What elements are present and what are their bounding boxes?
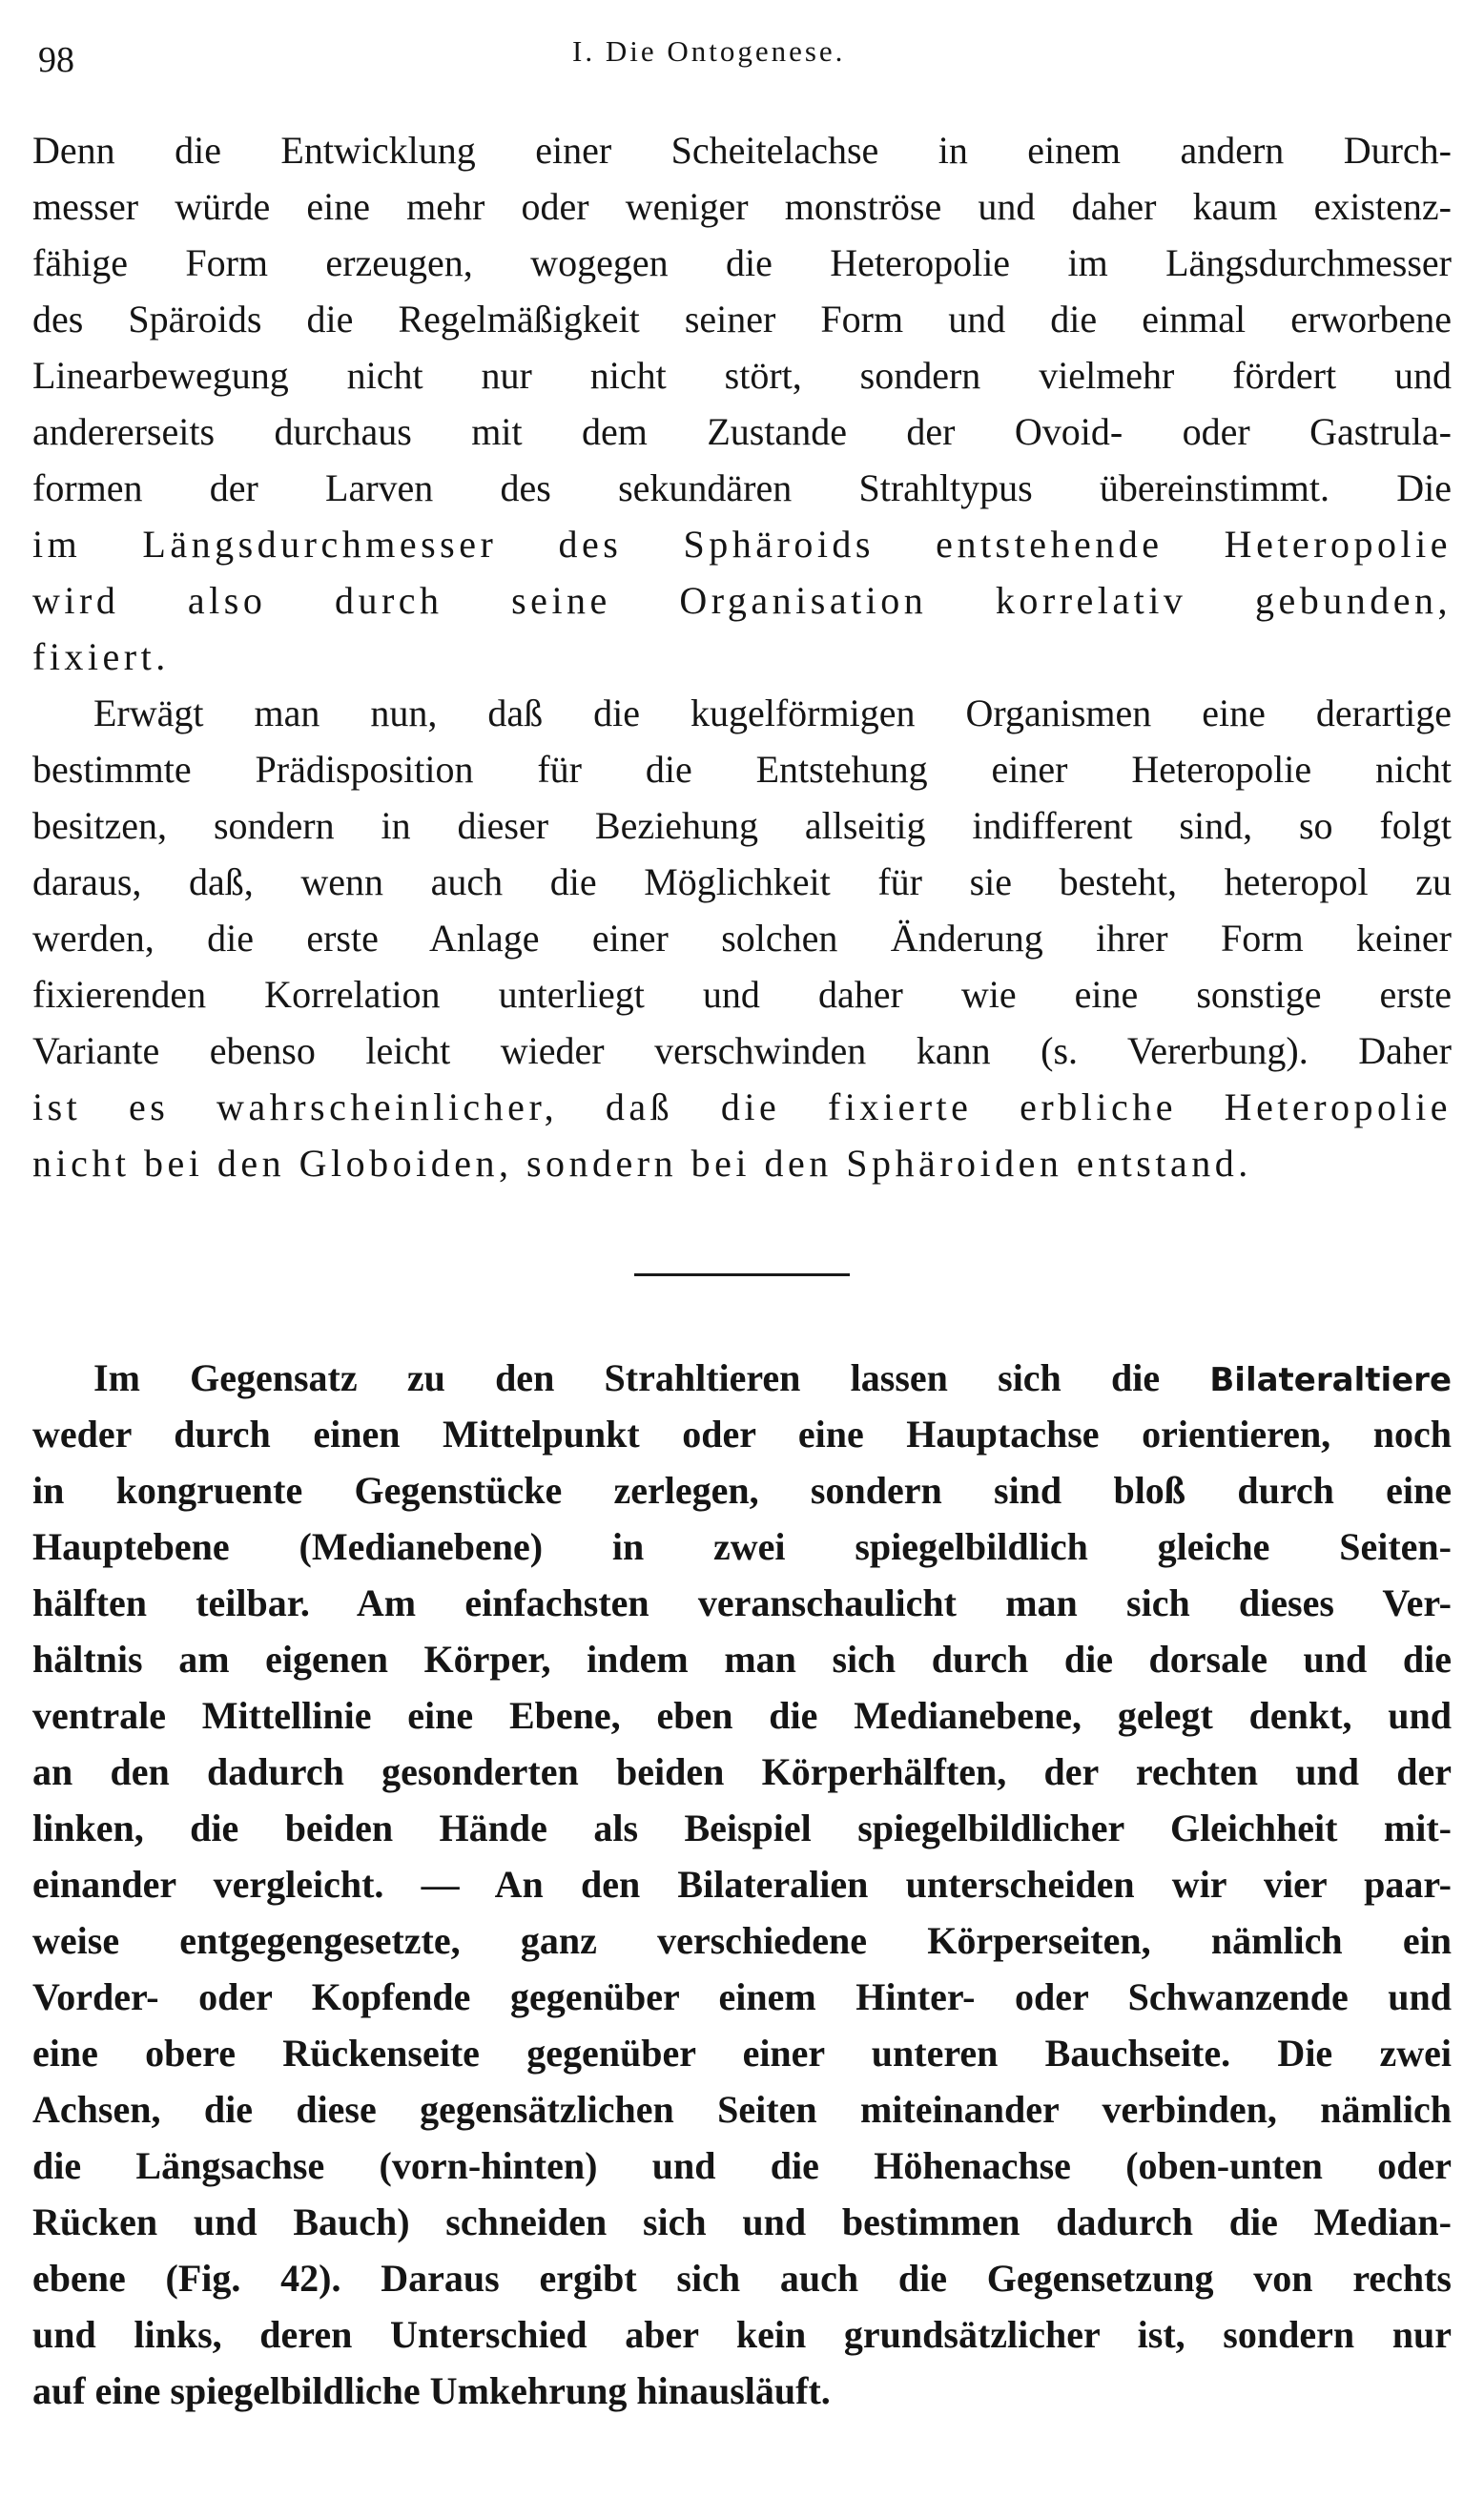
text-line: besitzen, sondern in dieser Beziehung allseitig indifferent sind, so folgt — [32, 804, 1452, 847]
text-line: Variante ebenso leicht wieder verschwinden kann (s. Vererbung). Daher — [32, 1029, 1452, 1072]
text-line — [32, 1350, 1452, 1406]
text-line: weise entgegengesetzte, ganz verschiedene Körperseiten, nämlich ein — [32, 1919, 1452, 1962]
text-line: an den dadurch gesonderten beiden Körperhälften, der rechten und der — [32, 1750, 1452, 1793]
text-line: bestimmte Prädisposition für die Entstehung einer Heteropolie nicht — [32, 748, 1452, 791]
text-line: des Späroids die Regelmäßigkeit seiner Form und die einmal erworbene — [32, 298, 1452, 341]
text-line: im Längsdurchmesser des Sphäroids entstehende Heteropolie — [32, 523, 1452, 566]
text-line: nicht bei den Globoiden, sondern bei den Sphäroiden entstand. — [32, 1142, 1252, 1185]
text-line: Linearbewegung nicht nur nicht stört, sondern vielmehr fördert und — [32, 354, 1452, 397]
text-line: Denn die Entwicklung einer Scheitelachse in einem andern Durch- — [32, 129, 1452, 172]
text-fragment: Im Gegensatz zu den Strahltieren lassen sich die — [93, 1356, 1161, 1399]
running-head: I. Die Ontogenese. — [572, 34, 846, 68]
text-line: wird also durch seine Organisation korrelativ gebunden, — [32, 579, 1452, 622]
text-line: hälften teilbar. Am einfachsten veranschaulicht man sich dieses Ver- — [32, 1581, 1452, 1624]
text-line: formen der Larven des sekundären Strahltypus übereinstimmt. Die — [32, 466, 1452, 509]
lower-text-block — [32, 1350, 1452, 2419]
text-line: Vorder- oder Kopfende gegenüber einem Hinter- oder Schwanzende und — [32, 1975, 1452, 2018]
text-line: daraus, daß, wenn auch die Möglichkeit für sie besteht, heteropol zu — [32, 860, 1452, 903]
text-line: und links, deren Unterschied aber kein grundsätzlicher ist, sondern nur — [32, 2313, 1452, 2356]
text-line: einander vergleicht. — An den Bilateralien unterscheiden wir vier paar- — [32, 1863, 1452, 1906]
text-line: ist es wahrscheinlicher, daß die fixierte erbliche Heteropolie — [32, 1085, 1452, 1128]
text-line: in kongruente Gegenstücke zerlegen, sondern sind bloß durch eine — [32, 1469, 1452, 1512]
text-line: weder durch einen Mittelpunkt oder eine Hauptachse orientieren, noch — [32, 1413, 1452, 1456]
text-line: eine obere Rückenseite gegenüber einer unteren Bauchseite. Die zwei — [32, 2032, 1452, 2075]
text-line: werden, die erste Anlage einer solchen Änderung ihrer Form keiner — [32, 917, 1452, 960]
section-divider — [634, 1273, 850, 1276]
text-line: Achsen, die diese gegensätzlichen Seiten miteinander verbinden, nämlich — [32, 2088, 1452, 2131]
text-line: fixiert. — [32, 635, 170, 678]
text-line: auf eine spiegelbildliche Umkehrung hinausläuft. — [32, 2369, 831, 2412]
text-line: Hauptebene (Medianebene) in zwei spiegelbildlich gleiche Seiten- — [32, 1525, 1452, 1568]
text-line: hältnis am eigenen Körper, indem man sich durch die dorsale und die — [32, 1638, 1452, 1681]
text-line: Erwägt man nun, daß die kugelförmigen Organismen eine derartige — [93, 692, 1452, 734]
page-number: 98 — [38, 40, 74, 80]
text-line: linken, die beiden Hände als Beispiel spiegelbildlicher Gleichheit mit- — [32, 1807, 1452, 1849]
text-line: andererseits durchaus mit dem Zustande der Ovoid- oder Gastrula- — [32, 410, 1452, 453]
text-line: ebene (Fig. 42). Daraus ergibt sich auch die Gegensetzung von rechts — [32, 2257, 1452, 2300]
upper-text-block — [32, 122, 1452, 1191]
text-line: die Längsachse (vorn-hinten) und die Höhenachse (oben-unten oder — [32, 2144, 1452, 2187]
text-line: fähige Form erzeugen, wogegen die Heteropolie im Längsdurchmesser — [32, 241, 1452, 284]
keyword-bilateraltiere: Bilateraltiere — [1209, 1361, 1452, 1399]
text-line: fixierenden Korrelation unterliegt und daher wie eine sonstige erste — [32, 973, 1452, 1016]
text-line: messer würde eine mehr oder weniger monströse und daher kaum existenz- — [32, 185, 1452, 228]
text-line: Rücken und Bauch) schneiden sich und bestimmen dadurch die Median- — [32, 2200, 1452, 2243]
text-line: ventrale Mittellinie eine Ebene, eben die Medianebene, gelegt denkt, und — [32, 1694, 1452, 1737]
